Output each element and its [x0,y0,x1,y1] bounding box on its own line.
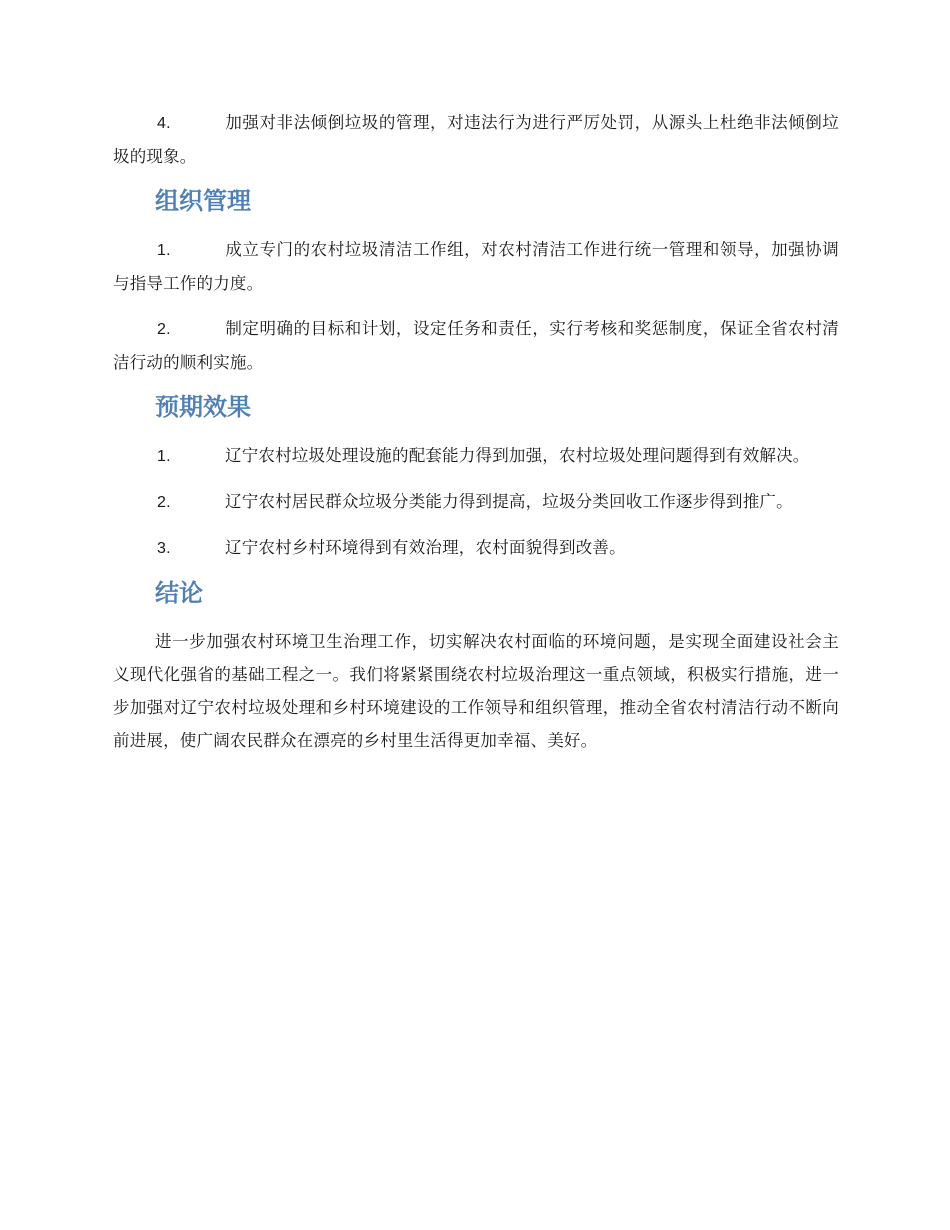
list-item-text: 加强对非法倾倒垃圾的管理，对违法行为进行严厉处罚，从源头上杜绝非法倾倒垃圾的现象。 [113,113,839,166]
list-item [113,531,839,565]
list-item-number: 4. [157,115,171,132]
document-content [113,106,839,757]
list-item-text: 成立专门的农村垃圾清洁工作组，对农村清洁工作进行统一管理和领导，加强协调与指导工作的力度。 [113,240,839,293]
list-item-text: 辽宁农村居民群众垃圾分类能力得到提高，垃圾分类回收工作逐步得到推广。 [225,492,793,511]
section-heading-expected-effects: 预期效果 [155,393,251,421]
list-item [113,439,839,473]
list-item [113,485,839,519]
conclusion-paragraph: 进一步加强农村环境卫生治理工作，切实解决农村面临的环境问题，是实现全面建设社会主义现代化强省的基础工程之一。我们将紧紧围绕农村垃圾治理这一重点领域，积极实行措施，进一步加强对辽宁农村垃圾处理和乡村环境建设的工作领导和组织管理，推动全省农村清洁行动不断向前进展，使广阔农民群众在漂亮的乡村里生活得更加幸福、美好。 [113,632,839,750]
list-item-text: 制定明确的目标和计划，设定任务和责任，实行考核和奖惩制度，保证全省农村清洁行动的顺利实施。 [113,319,839,372]
list-item-number: 3. [157,540,171,557]
list-item-number: 2. [157,321,171,338]
list-item-text: 辽宁农村乡村环境得到有效治理，农村面貌得到改善。 [225,538,626,557]
list-item [113,312,839,379]
list-item-number: 1. [157,242,171,259]
section-heading-conclusion: 结论 [155,579,203,607]
list-item [113,106,839,173]
list-item-number: 2. [157,494,171,511]
section-heading-organization: 组织管理 [155,187,251,215]
list-item-number: 1. [157,448,171,465]
list-item [113,233,839,300]
list-item-text: 辽宁农村垃圾处理设施的配套能力得到加强，农村垃圾处理问题得到有效解决。 [225,446,810,465]
